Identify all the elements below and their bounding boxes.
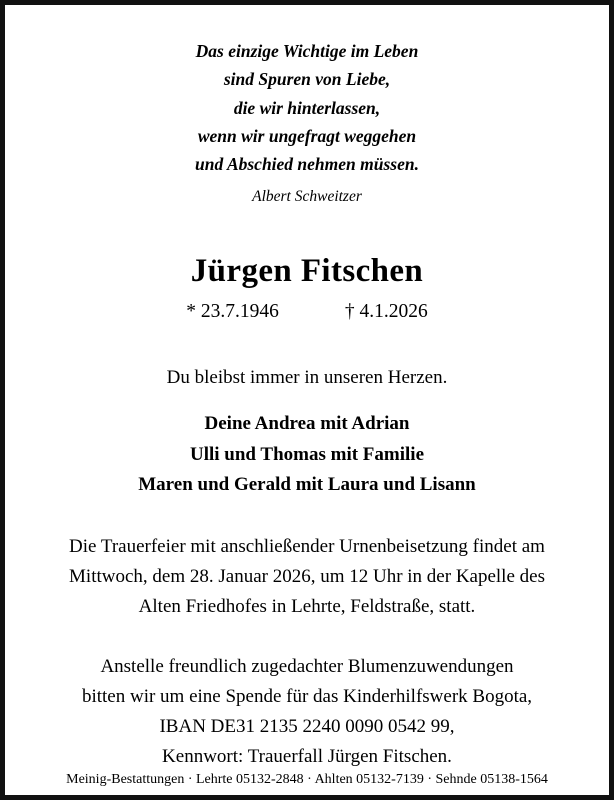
poem-line: die wir hinterlassen, [233, 97, 381, 118]
mourner-line: Ulli und Thomas mit Familie [189, 443, 424, 465]
poem-line: Das einzige Wichtige im Leben [195, 41, 419, 61]
service-line: Mittwoch, dem 28. Januar 2026, um 12 Uhr in der Kapelle des [69, 566, 545, 588]
poem-author: Albert Schweitzer [252, 187, 362, 205]
donation-line: bitten wir um eine Spende für das Kinderhilfswerk Bogota, [81, 686, 533, 708]
poem-line: sind Spuren von Liebe, [223, 69, 391, 90]
funeral-home-footer: Meinig-Bestattungen · Lehrte 05132-2848 · Ahlten 05132-7139 · Sehnde 05138-1564 [66, 772, 548, 788]
donation-line: Anstelle freundlich zugedachter Blumenzuwendungen [100, 656, 514, 678]
deceased-name: Jürgen Fitschen [190, 252, 424, 289]
donation-request [35, 652, 579, 772]
life-dates [35, 301, 579, 323]
death-date: † 4.1.2026 [344, 300, 428, 322]
poem-line: und Abschied nehmen müssen. [195, 154, 419, 175]
service-line: Die Trauerfeier mit anschließender Urnenbeisetzung findet am [69, 536, 545, 558]
funeral-service-details [35, 532, 579, 622]
poem-line: wenn wir ungefragt weggehen [197, 126, 417, 147]
service-line: Alten Friedhofes in Lehrte, Feldstraße, statt. [138, 596, 476, 618]
mourner-line: Deine Andrea mit Adrian [204, 412, 410, 434]
memorial-poem [35, 37, 579, 209]
mourner-line: Maren und Gerald mit Laura und Lisann [138, 474, 476, 496]
memorial-message: Du bleibst immer in unseren Herzen. [166, 366, 448, 388]
mourners-list [35, 409, 579, 501]
birth-date: * 23.7.1946 [186, 300, 279, 322]
donation-reference: Kennwort: Trauerfall Jürgen Fitschen. [162, 746, 452, 768]
donation-iban: IBAN DE31 2135 2240 0090 0542 99, [159, 716, 455, 738]
